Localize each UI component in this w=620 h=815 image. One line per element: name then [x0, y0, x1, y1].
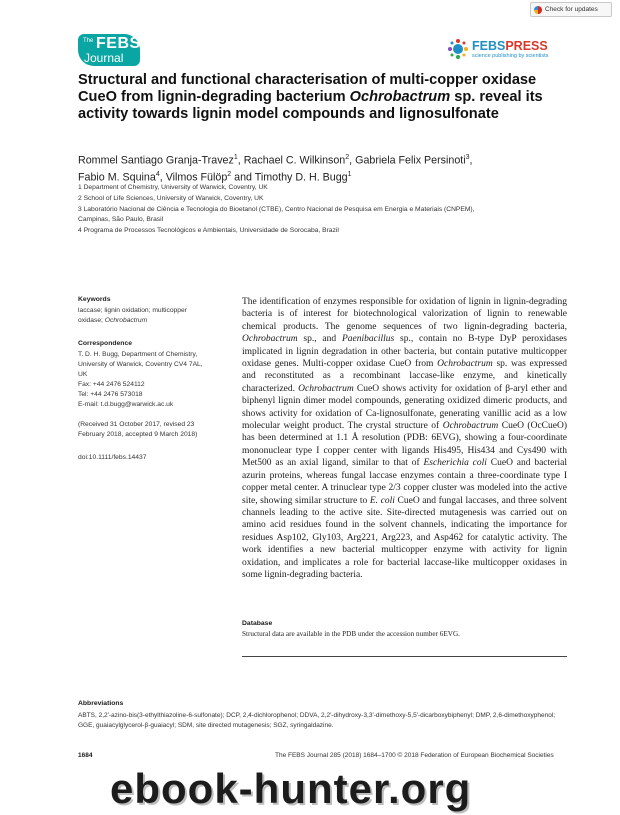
affiliation-line: 1 Department of Chemistry, University of Warwick, Coventry, UK [78, 184, 268, 191]
affiliation-line: 4 Programa de Processos Tecnológicos e Ambientais, Universidade de Sorocaba, Brazil [78, 227, 339, 235]
page-number: 1684 [78, 752, 93, 759]
author-name: Vilmos Fülöp [165, 171, 228, 184]
database-text: Structural data are available in the PDB under the accession number 6EVG. [242, 630, 460, 638]
abstract-italic: Ochrobactrum [242, 334, 298, 345]
keywords-text: laccase; lignin oxidation; multicopper oxidase; Ochrobactrum [78, 307, 187, 324]
febs-press-logo [447, 38, 567, 62]
author-name: Rommel Santiago Granja-Travez [78, 154, 234, 167]
author-list: Rommel Santiago Granja-Travez$^1$, Rachael C. Wilkinson$^2$, Gabriela Felix Persinoti$^3$, Fabio M. Squina$^4$, Vilmos Fülöp$^2$ and Timothy D. H. Bugg$^1$ [78, 154, 473, 184]
article-title: Structural and functional characterisation of multi-copper oxidase CueO from lignin-degrading bacterium Ochrobactrum sp. reveal its activity towards lignin model compounds and lignosulfonate [78, 72, 543, 122]
correspondence-block: T. D. H. Bugg, Department of Chemistry, University of Warwick, Coventry CV4 7AL, UK Fax: +44 2476 524112 Tel: +44 2476 573018 E-mail: t.d.bugg@warwick.ac.uk [78, 350, 228, 410]
check-for-updates-button[interactable] [530, 2, 612, 17]
abstract-italic: Paenibacillus [341, 334, 395, 345]
abbreviations-heading: Abbreviations [78, 700, 124, 707]
author-name: Timothy D. H. Bugg [254, 171, 348, 184]
author-affiliation-mark: 2 [345, 154, 350, 161]
author-name: Rachael C. Wilkinson [243, 154, 346, 167]
affiliation-line: Campinas, São Paulo, Brasil [78, 216, 164, 224]
correspondence-heading: Correspondence [78, 340, 133, 347]
check-for-updates-label: Check for updates [545, 6, 598, 13]
database-heading: Database [242, 620, 273, 627]
update-badge-icon [534, 6, 542, 14]
logo-febs: FEBS [96, 35, 141, 52]
author-affiliation-mark: 1 [233, 154, 238, 161]
received-dates: (Received 31 October 2017, revised 23 February 2018, accepted 9 March 2018) [78, 421, 198, 438]
abstract-italic: Ochrobactrum [442, 421, 499, 432]
journal-footer: The FEBS Journal 285 (2018) 1684–1700 © 2018 Federation of European Biochemical Societies [275, 752, 554, 759]
abstract-italic: Escherichia coli [423, 458, 487, 469]
correspondence-email[interactable]: E-mail: t.d.bugg@warwick.ac.uk [78, 401, 174, 408]
watermark: ebook-hunter.org [110, 765, 472, 812]
febs-journal-logo [78, 34, 140, 66]
affiliations [78, 183, 568, 237]
abbreviations-text: ABTS, 2,2′-azino-bis(3-ethylthiazoline-6-sulfonate); DCP, 2,4-dichlorophenol; DDVA, 2,2′-dihydroxy-3,3′-dimethoxy-5,5′-dicarboxybiphenyl; DMP, 2,6-dimethoxyphenol; GGE, guaiacylglycerol-β-guaiacyl; SDM, site directed mutagenesis; SGZ, syringaldazine. [78, 712, 556, 729]
logo-the: The [83, 38, 94, 44]
author-name: Gabriela Felix Persinoti [355, 154, 466, 167]
affiliation-line: 3 Laboratório Nacional de Ciência e Tecnologia do Bioetanol (CTBE), Centro Nacional de Pesquisa em Energia e Materiais (CNPEM), [78, 205, 475, 213]
logo-journal: Journal [84, 51, 124, 65]
press-name: FEBSPRESS [472, 39, 548, 53]
author-affiliation-mark: 1 [347, 170, 352, 178]
affiliation-line: 2 School of Life Sciences, University of Warwick, Coventry, UK [78, 194, 264, 202]
keywords-heading: Keywords [78, 296, 111, 303]
author-affiliation-mark: 3 [465, 154, 470, 161]
author-affiliation-mark: 4 [155, 170, 160, 178]
abstract: The identification of enzymes responsible for oxidation of lignin in lignin-degrading bacteria is of interest for biotechnological valorization of lignin to renewable chemical products. The genome sequences of two lignin-degrading bacteria, Ochrobactrum sp., and Paenibacillus sp., contain no B-type DyP peroxidases implicated in lignin degradation in other bacteria, but contain putative multicopper oxidase genes. Multi-copper oxidase CueO from Ochrobactrum sp. was expressed and reconstituted as a recombinant laccase-like enzyme, and kinetically characterized. Ochrobactrum CueO shows activity for oxidation of β-aryl ether and biphenyl lignin dimer model compounds, generating oxidized dimeric products, and shows activity for oxidation of Ca-lignosulfonate, generating vanillic acid as a low molecular weight product. The crystal structure of Ochrobactrum CueO (OcCueO) has been determined at 1.1 Å resolution (PDB: 6EVG), showing a four-coordinate mononuclear type I copper center with ligands His495, His434 and Cys490 with Met500 as an axial ligand, similar to that of Escherichia coli CueO and bacterial azurin proteins, whereas fungal laccase enzymes contain a three-coordinate type I copper metal center. A trinuclear type 2/3 copper cluster was modeled into the active site, showing similar structure to E. coli CueO and fungal laccases, and three solvent channels leading to the active site. Site-directed mutagenesis was carried out on amino acid residues found in the solvent channels, indicating the importance for residues Asp102, Gly103, Arg221, Arg223, and Asp462 for catalytic activity. The work identifies a new bacterial multicopper enzyme with activity for lignin oxidation, and implicates a role for bacterial laccase-like multicopper oxidases in some lignin-degrading bacteria. [242, 297, 568, 580]
author-name: Fabio M. Squina [78, 171, 156, 184]
abstract-italic: Ochrobactrum [437, 359, 493, 370]
febs-press-dots-icon [447, 38, 469, 60]
abstract-italic: E. coli [369, 495, 395, 506]
doi[interactable]: doi:10.1111/febs.14437 [78, 454, 147, 461]
abstract-italic: Ochrobactrum [298, 383, 354, 394]
divider [242, 656, 567, 657]
press-tagline: science publishing by scientists [472, 53, 549, 59]
author-affiliation-mark: 2 [227, 170, 232, 178]
